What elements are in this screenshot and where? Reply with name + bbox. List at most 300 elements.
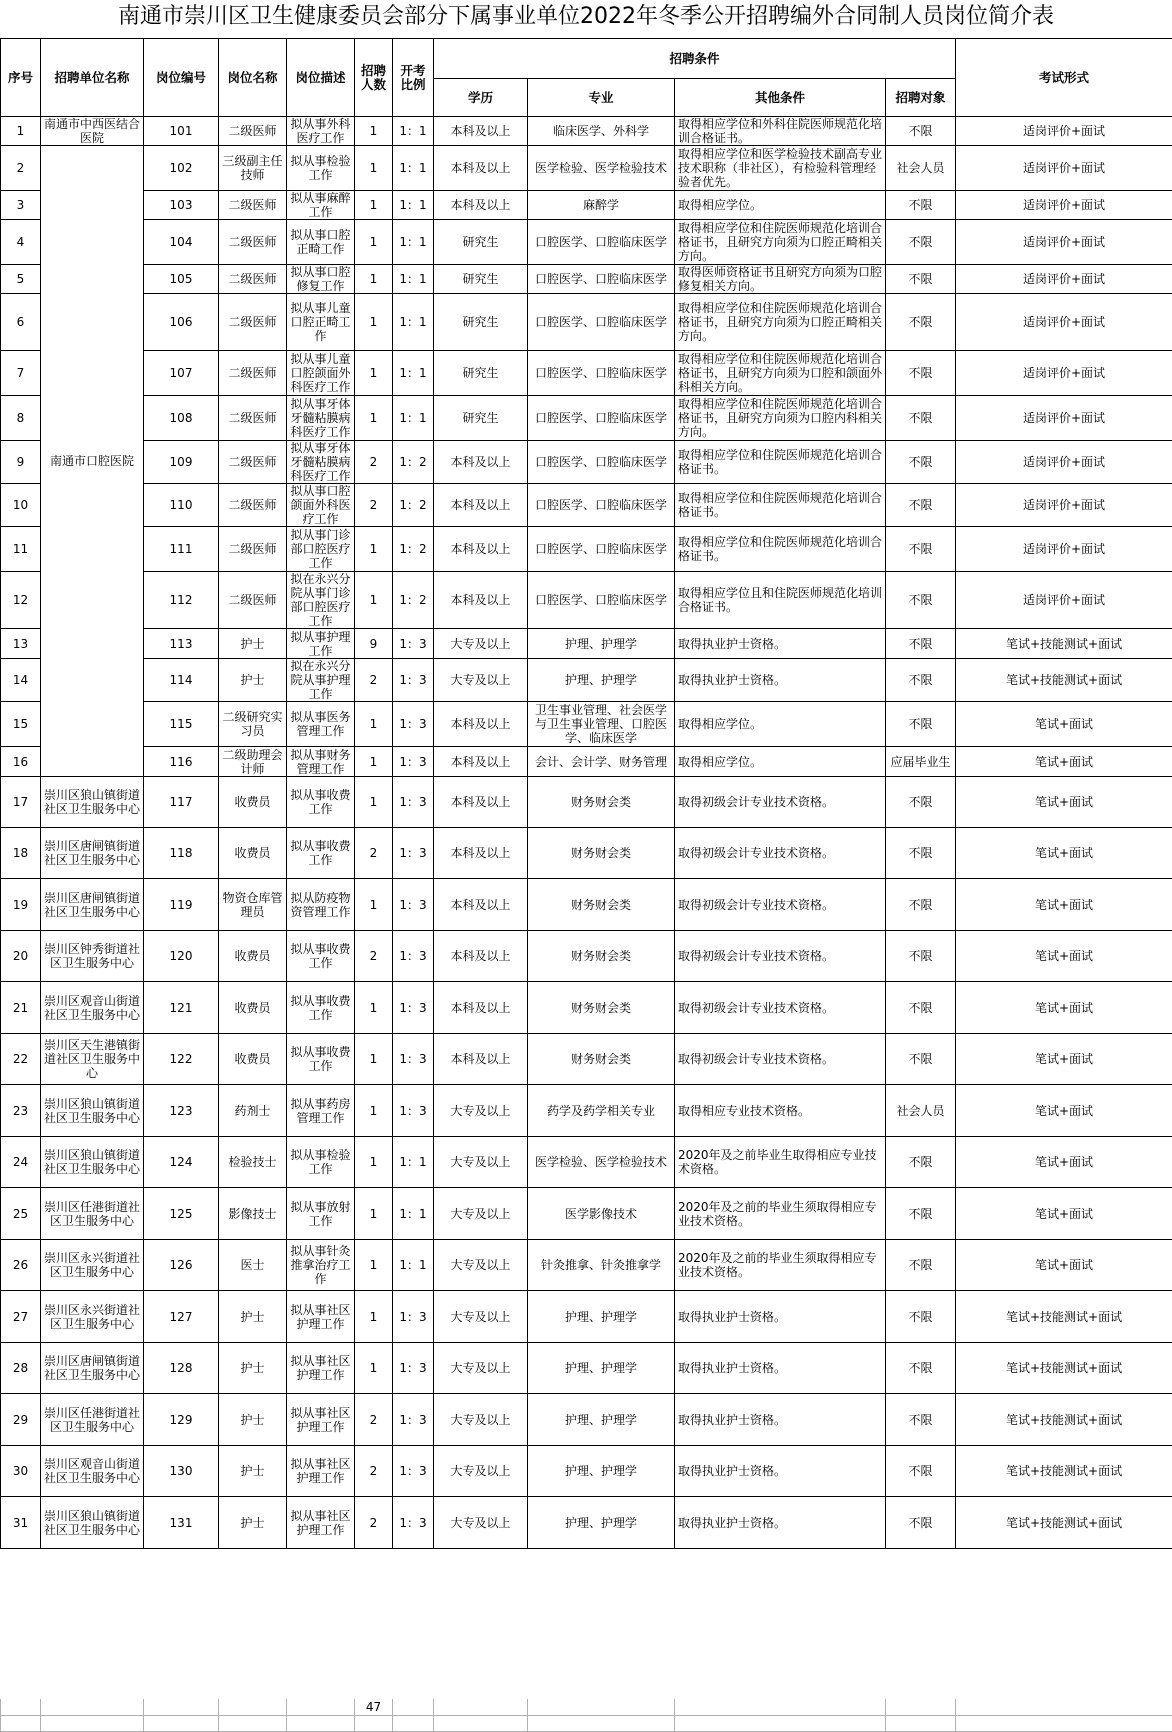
cell-exam: 适岗评价+面试 — [956, 572, 1172, 629]
cell-edu: 大专及以上 — [434, 1137, 528, 1188]
cell-desc: 拟从事护理工作 — [287, 629, 355, 659]
cell-code: 127 — [144, 1291, 219, 1343]
cell-code: 112 — [144, 572, 219, 629]
cell-count: 1 — [355, 1343, 393, 1394]
cell-name: 三级副主任技师 — [219, 146, 287, 191]
cell-unit: 崇川区任港街道社区卫生服务中心 — [41, 1394, 144, 1446]
cell-count: 1 — [355, 572, 393, 629]
cell-ratio: 1：1 — [393, 117, 434, 146]
cell-seq: 17 — [1, 777, 41, 828]
cell-target: 不限 — [886, 659, 956, 702]
cell-seq: 15 — [1, 702, 41, 747]
cell-exam: 笔试+面试 — [956, 1034, 1172, 1085]
cell-ratio: 1：3 — [393, 702, 434, 747]
cell-desc: 拟从事收费工作 — [287, 982, 355, 1034]
cell-count: 1 — [355, 117, 393, 146]
cell-count: 2 — [355, 1394, 393, 1446]
cell-major: 财务财会类 — [528, 879, 675, 931]
cell-edu: 本科及以上 — [434, 982, 528, 1034]
cell-exam: 笔试+面试 — [956, 1085, 1172, 1137]
cell-name: 收费员 — [219, 931, 287, 982]
cell-desc: 拟从事社区护理工作 — [287, 1497, 355, 1549]
cell-other: 取得执业护士资格。 — [675, 1394, 886, 1446]
cell-count: 1 — [355, 879, 393, 931]
cell-major: 护理、护理学 — [528, 1343, 675, 1394]
cell-count: 2 — [355, 441, 393, 484]
cell-name: 收费员 — [219, 982, 287, 1034]
cell-name: 二级医师 — [219, 265, 287, 294]
col-header-name: 岗位名称 — [219, 39, 287, 117]
cell-target: 不限 — [886, 441, 956, 484]
cell-seq: 6 — [1, 294, 41, 351]
cell-ratio: 1：3 — [393, 931, 434, 982]
cell-exam: 笔试+技能测试+面试 — [956, 659, 1172, 702]
cell-name: 护士 — [219, 1446, 287, 1497]
cell-major: 财务财会类 — [528, 828, 675, 879]
cell-ratio: 1：3 — [393, 777, 434, 828]
cell-seq: 30 — [1, 1446, 41, 1497]
cell-major: 卫生事业管理、社会医学与卫生事业管理、口腔医学、临床医学 — [528, 702, 675, 747]
cell-other: 取得初级会计专业技术资格。 — [675, 931, 886, 982]
cell-target: 不限 — [886, 484, 956, 527]
cell-seq: 10 — [1, 484, 41, 527]
cell-name: 医士 — [219, 1240, 287, 1291]
cell-major: 针灸推拿、针灸推拿学 — [528, 1240, 675, 1291]
cell-desc: 拟从事收费工作 — [287, 777, 355, 828]
cell-desc: 拟从事社区护理工作 — [287, 1343, 355, 1394]
cell-exam: 适岗评价+面试 — [956, 396, 1172, 441]
cell-other: 取得初级会计专业技术资格。 — [675, 777, 886, 828]
cell-name: 检验技士 — [219, 1137, 287, 1188]
cell-count: 2 — [355, 1497, 393, 1549]
cell-target: 社会人员 — [886, 1085, 956, 1137]
cell-other: 取得执业护士资格。 — [675, 1446, 886, 1497]
cell-seq: 21 — [1, 982, 41, 1034]
cell-desc: 拟在永兴分院从事门诊部口腔医疗工作 — [287, 572, 355, 629]
cell-seq: 3 — [1, 191, 41, 220]
col-header-edu: 学历 — [434, 79, 528, 117]
cell-other: 取得相应学位和住院医师规范化培训合格证书，且研究方向须为口腔和颌面外科相关方向。 — [675, 351, 886, 396]
cell-target: 不限 — [886, 1240, 956, 1291]
cell-code: 108 — [144, 396, 219, 441]
cell-target: 不限 — [886, 879, 956, 931]
cell-name: 护士 — [219, 1497, 287, 1549]
cell-code: 120 — [144, 931, 219, 982]
cell-seq: 1 — [1, 117, 41, 146]
cell-name: 收费员 — [219, 1034, 287, 1085]
table-row — [1, 396, 1172, 441]
cell-major: 口腔医学、口腔临床医学 — [528, 572, 675, 629]
cell-desc: 拟从事外科医疗工作 — [287, 117, 355, 146]
cell-code: 111 — [144, 527, 219, 572]
cell-major: 财务财会类 — [528, 1034, 675, 1085]
cell-major: 护理、护理学 — [528, 1497, 675, 1549]
cell-seq: 24 — [1, 1137, 41, 1188]
cell-exam: 适岗评价+面试 — [956, 294, 1172, 351]
cell-target: 不限 — [886, 982, 956, 1034]
cell-target: 不限 — [886, 351, 956, 396]
cell-unit: 崇川区永兴街道社区卫生服务中心 — [41, 1291, 144, 1343]
cell-major: 护理、护理学 — [528, 1446, 675, 1497]
cell-count: 1 — [355, 1188, 393, 1240]
cell-code: 102 — [144, 146, 219, 191]
cell-seq: 8 — [1, 396, 41, 441]
table-row — [1, 1240, 1172, 1291]
cell-seq: 22 — [1, 1034, 41, 1085]
cell-target: 不限 — [886, 117, 956, 146]
cell-count: 1 — [355, 747, 393, 777]
cell-ratio: 1：1 — [393, 1188, 434, 1240]
cell-major: 医学检验、医学检验技术 — [528, 146, 675, 191]
cell-desc: 拟从事检验工作 — [287, 1137, 355, 1188]
cell-count: 1 — [355, 146, 393, 191]
cell-ratio: 1：1 — [393, 1240, 434, 1291]
col-header-code: 岗位编号 — [144, 39, 219, 117]
cell-code: 131 — [144, 1497, 219, 1549]
cell-exam: 笔试+面试 — [956, 747, 1172, 777]
cell-count: 1 — [355, 396, 393, 441]
cell-seq: 12 — [1, 572, 41, 629]
cell-seq: 13 — [1, 629, 41, 659]
cell-code: 106 — [144, 294, 219, 351]
cell-ratio: 1：3 — [393, 1085, 434, 1137]
cell-major: 财务财会类 — [528, 931, 675, 982]
cell-target: 应届毕业生 — [886, 747, 956, 777]
cell-code: 117 — [144, 777, 219, 828]
cell-major: 财务财会类 — [528, 777, 675, 828]
col-header-ratio: 开考比例 — [393, 39, 434, 117]
cell-target: 不限 — [886, 1343, 956, 1394]
cell-name: 护士 — [219, 1394, 287, 1446]
cell-major: 医学影像技术 — [528, 1188, 675, 1240]
cell-edu: 研究生 — [434, 220, 528, 265]
col-header-target: 招聘对象 — [886, 79, 956, 117]
cell-edu: 大专及以上 — [434, 1085, 528, 1137]
blank-row — [1, 1716, 1172, 1732]
cell-desc: 拟从事药房管理工作 — [287, 1085, 355, 1137]
cell-target: 不限 — [886, 527, 956, 572]
cell-major: 护理、护理学 — [528, 1291, 675, 1343]
cell-edu: 本科及以上 — [434, 146, 528, 191]
cell-code: 128 — [144, 1343, 219, 1394]
cell-desc: 拟从事儿童口腔颌面外科医疗工作 — [287, 351, 355, 396]
cell-target: 不限 — [886, 294, 956, 351]
cell-target: 不限 — [886, 828, 956, 879]
cell-unit: 崇川区天生港镇街道社区卫生服务中心 — [41, 1034, 144, 1085]
col-header-count: 招聘人数 — [355, 39, 393, 117]
table-row — [1, 747, 1172, 777]
cell-other: 取得执业护士资格。 — [675, 1343, 886, 1394]
header-row — [1, 39, 1172, 79]
cell-count: 1 — [355, 191, 393, 220]
cell-code: 125 — [144, 1188, 219, 1240]
cell-edu: 大专及以上 — [434, 1394, 528, 1446]
cell-name: 收费员 — [219, 828, 287, 879]
cell-major: 护理、护理学 — [528, 1394, 675, 1446]
cell-edu: 本科及以上 — [434, 527, 528, 572]
col-header-conditions: 招聘条件 — [434, 39, 956, 79]
cell-desc: 拟从事牙体牙髓粘膜病科医疗工作 — [287, 396, 355, 441]
cell-code: 122 — [144, 1034, 219, 1085]
cell-name: 二级医师 — [219, 484, 287, 527]
cell-count: 1 — [355, 777, 393, 828]
cell-exam: 笔试+面试 — [956, 828, 1172, 879]
cell-count: 1 — [355, 294, 393, 351]
cell-major: 药学及药学相关专业 — [528, 1085, 675, 1137]
cell-target: 不限 — [886, 1446, 956, 1497]
cell-code: 105 — [144, 265, 219, 294]
col-header-other: 其他条件 — [675, 79, 886, 117]
cell-seq: 9 — [1, 441, 41, 484]
cell-ratio: 1：3 — [393, 879, 434, 931]
cell-code: 115 — [144, 702, 219, 747]
cell-other: 取得相应学位和外科住院医师规范化培训合格证书。 — [675, 117, 886, 146]
table-row — [1, 484, 1172, 527]
cell-unit: 南通市中西医结合医院 — [41, 117, 144, 146]
table-row — [1, 265, 1172, 294]
cell-major: 护理、护理学 — [528, 629, 675, 659]
cell-count: 2 — [355, 659, 393, 702]
cell-other: 取得初级会计专业技术资格。 — [675, 1034, 886, 1085]
cell-desc: 拟从事社区护理工作 — [287, 1291, 355, 1343]
cell-edu: 本科及以上 — [434, 702, 528, 747]
cell-ratio: 1：3 — [393, 1497, 434, 1549]
cell-unit: 崇川区观音山街道社区卫生服务中心 — [41, 1446, 144, 1497]
cell-name: 护士 — [219, 629, 287, 659]
cell-exam: 笔试+面试 — [956, 982, 1172, 1034]
job-table — [0, 38, 1172, 1549]
cell-seq: 20 — [1, 931, 41, 982]
cell-edu: 本科及以上 — [434, 441, 528, 484]
page-title: 南通市崇川区卫生健康委员会部分下属事业单位2022年冬季公开招聘编外合同制人员岗位简介表 — [118, 4, 1054, 29]
cell-code: 126 — [144, 1240, 219, 1291]
cell-exam: 笔试+技能测试+面试 — [956, 1394, 1172, 1446]
table-row — [1, 1137, 1172, 1188]
cell-seq: 16 — [1, 747, 41, 777]
cell-count: 1 — [355, 982, 393, 1034]
cell-name: 护士 — [219, 659, 287, 702]
cell-edu: 本科及以上 — [434, 484, 528, 527]
cell-desc: 拟从事儿童口腔正畸工作 — [287, 294, 355, 351]
cell-name: 二级研究实习员 — [219, 702, 287, 747]
cell-exam: 适岗评价+面试 — [956, 117, 1172, 146]
cell-edu: 本科及以上 — [434, 191, 528, 220]
cell-exam: 适岗评价+面试 — [956, 441, 1172, 484]
table-row — [1, 527, 1172, 572]
table-row — [1, 1085, 1172, 1137]
cell-other: 取得相应学位和住院医师规范化培训合格证书，且研究方向须为口腔正畸相关方向。 — [675, 220, 886, 265]
cell-desc: 拟从事麻醉工作 — [287, 191, 355, 220]
cell-code: 119 — [144, 879, 219, 931]
cell-exam: 适岗评价+面试 — [956, 351, 1172, 396]
cell-major: 口腔医学、口腔临床医学 — [528, 527, 675, 572]
cell-exam: 适岗评价+面试 — [956, 527, 1172, 572]
cell-seq: 2 — [1, 146, 41, 191]
cell-ratio: 1：2 — [393, 484, 434, 527]
cell-unit: 崇川区狼山镇街道社区卫生服务中心 — [41, 777, 144, 828]
cell-name: 影像技士 — [219, 1188, 287, 1240]
cell-desc: 拟从事收费工作 — [287, 931, 355, 982]
cell-seq: 27 — [1, 1291, 41, 1343]
cell-code: 116 — [144, 747, 219, 777]
cell-code: 101 — [144, 117, 219, 146]
cell-unit: 崇川区唐闸镇街道社区卫生服务中心 — [41, 1343, 144, 1394]
cell-name: 二级医师 — [219, 191, 287, 220]
cell-desc: 拟从事社区护理工作 — [287, 1446, 355, 1497]
cell-edu: 本科及以上 — [434, 931, 528, 982]
cell-major: 麻醉学 — [528, 191, 675, 220]
cell-edu: 研究生 — [434, 396, 528, 441]
cell-other: 取得相应学位。 — [675, 702, 886, 747]
cell-unit: 崇川区狼山镇街道社区卫生服务中心 — [41, 1137, 144, 1188]
cell-unit: 崇川区观音山街道社区卫生服务中心 — [41, 982, 144, 1034]
cell-count: 2 — [355, 828, 393, 879]
cell-target: 不限 — [886, 191, 956, 220]
cell-name: 二级助理会计师 — [219, 747, 287, 777]
cell-ratio: 1：3 — [393, 1394, 434, 1446]
cell-other: 2020年及之前的毕业生须取得相应专业技术资格。 — [675, 1240, 886, 1291]
cell-count: 2 — [355, 1446, 393, 1497]
cell-edu: 研究生 — [434, 351, 528, 396]
cell-edu: 本科及以上 — [434, 828, 528, 879]
cell-desc: 拟从事门诊部口腔医疗工作 — [287, 527, 355, 572]
table-row — [1, 220, 1172, 265]
cell-unit: 崇川区任港街道社区卫生服务中心 — [41, 1188, 144, 1240]
cell-ratio: 1：1 — [393, 220, 434, 265]
cell-other: 取得相应学位和住院医师规范化培训合格证书，且研究方向须为口腔内科相关方向。 — [675, 396, 886, 441]
cell-target: 不限 — [886, 265, 956, 294]
cell-ratio: 1：2 — [393, 527, 434, 572]
cell-name: 护士 — [219, 1291, 287, 1343]
cell-other: 取得相应学位。 — [675, 747, 886, 777]
cell-edu: 大专及以上 — [434, 1343, 528, 1394]
cell-unit: 崇川区永兴街道社区卫生服务中心 — [41, 1240, 144, 1291]
table-row — [1, 629, 1172, 659]
cell-ratio: 1：1 — [393, 1137, 434, 1188]
cell-code: 123 — [144, 1085, 219, 1137]
cell-desc: 拟从事口腔正畸工作 — [287, 220, 355, 265]
table-row — [1, 879, 1172, 931]
cell-seq: 31 — [1, 1497, 41, 1549]
cell-seq: 11 — [1, 527, 41, 572]
cell-major: 会计、会计学、财务管理 — [528, 747, 675, 777]
cell-ratio: 1：1 — [393, 146, 434, 191]
cell-ratio: 1：1 — [393, 265, 434, 294]
cell-count: 1 — [355, 1137, 393, 1188]
cell-count: 1 — [355, 220, 393, 265]
cell-count: 9 — [355, 629, 393, 659]
cell-edu: 本科及以上 — [434, 572, 528, 629]
cell-exam: 笔试+面试 — [956, 1240, 1172, 1291]
table-row — [1, 1188, 1172, 1240]
table-row — [1, 572, 1172, 629]
cell-exam: 适岗评价+面试 — [956, 265, 1172, 294]
cell-other: 取得执业护士资格。 — [675, 1497, 886, 1549]
total-count: 47 — [355, 1699, 393, 1716]
cell-name: 护士 — [219, 1343, 287, 1394]
cell-major: 口腔医学、口腔临床医学 — [528, 220, 675, 265]
table-row — [1, 1034, 1172, 1085]
cell-other: 取得相应学位和住院医师规范化培训合格证书。 — [675, 484, 886, 527]
table-row — [1, 659, 1172, 702]
table-row — [1, 982, 1172, 1034]
col-header-exam: 考试形式 — [956, 39, 1172, 117]
cell-ratio: 1：3 — [393, 1446, 434, 1497]
cell-major: 医学检验、医学检验技术 — [528, 1137, 675, 1188]
cell-name: 二级医师 — [219, 220, 287, 265]
cell-desc: 拟从事口腔颌面外科医疗工作 — [287, 484, 355, 527]
table-row — [1, 441, 1172, 484]
cell-exam: 笔试+技能测试+面试 — [956, 1446, 1172, 1497]
cell-name: 收费员 — [219, 777, 287, 828]
cell-major: 护理、护理学 — [528, 659, 675, 702]
cell-other: 取得相应学位和住院医师规范化培训合格证书，且研究方向须为口腔正畸相关方向。 — [675, 294, 886, 351]
cell-seq: 7 — [1, 351, 41, 396]
cell-seq: 4 — [1, 220, 41, 265]
cell-other: 取得初级会计专业技术资格。 — [675, 982, 886, 1034]
cell-other: 取得相应学位和医学检验技术副高专业技术职称（非社区），有检验科管理经验者优先。 — [675, 146, 886, 191]
cell-other: 取得执业护士资格。 — [675, 629, 886, 659]
cell-unit: 崇川区狼山镇街道社区卫生服务中心 — [41, 1085, 144, 1137]
cell-code: 109 — [144, 441, 219, 484]
cell-seq: 5 — [1, 265, 41, 294]
cell-exam: 笔试+面试 — [956, 777, 1172, 828]
cell-edu: 本科及以上 — [434, 747, 528, 777]
cell-target: 不限 — [886, 1137, 956, 1188]
cell-name: 药剂士 — [219, 1085, 287, 1137]
cell-target: 不限 — [886, 1394, 956, 1446]
cell-major: 口腔医学、口腔临床医学 — [528, 396, 675, 441]
cell-name: 二级医师 — [219, 441, 287, 484]
cell-count: 2 — [355, 931, 393, 982]
cell-other: 2020年及之前毕业生取得相应专业技术资格。 — [675, 1137, 886, 1188]
cell-edu: 大专及以上 — [434, 1497, 528, 1549]
cell-count: 2 — [355, 484, 393, 527]
cell-exam: 适岗评价+面试 — [956, 484, 1172, 527]
table-row — [1, 146, 1172, 191]
cell-edu: 研究生 — [434, 294, 528, 351]
table-row — [1, 828, 1172, 879]
cell-code: 113 — [144, 629, 219, 659]
cell-other: 取得相应学位。 — [675, 191, 886, 220]
cell-major: 临床医学、外科学 — [528, 117, 675, 146]
cell-ratio: 1：3 — [393, 629, 434, 659]
cell-target: 不限 — [886, 1188, 956, 1240]
cell-seq: 26 — [1, 1240, 41, 1291]
footer-table — [0, 1699, 1172, 1732]
cell-other: 取得执业护士资格。 — [675, 659, 886, 702]
cell-exam: 适岗评价+面试 — [956, 220, 1172, 265]
cell-edu: 大专及以上 — [434, 659, 528, 702]
cell-seq: 19 — [1, 879, 41, 931]
cell-exam: 笔试+技能测试+面试 — [956, 1343, 1172, 1394]
cell-major: 口腔医学、口腔临床医学 — [528, 265, 675, 294]
cell-edu: 大专及以上 — [434, 1188, 528, 1240]
cell-other: 取得初级会计专业技术资格。 — [675, 828, 886, 879]
cell-desc: 拟从防疫物资管理工作 — [287, 879, 355, 931]
cell-name: 二级医师 — [219, 351, 287, 396]
cell-ratio: 1：3 — [393, 828, 434, 879]
cell-ratio: 1：2 — [393, 572, 434, 629]
cell-unit: 崇川区狼山镇街道社区卫生服务中心 — [41, 1497, 144, 1549]
cell-desc: 拟从事放射工作 — [287, 1188, 355, 1240]
cell-desc: 拟从事收费工作 — [287, 1034, 355, 1085]
cell-target: 不限 — [886, 1291, 956, 1343]
cell-target: 社会人员 — [886, 146, 956, 191]
cell-other: 取得初级会计专业技术资格。 — [675, 879, 886, 931]
cell-edu: 大专及以上 — [434, 1446, 528, 1497]
col-header-major: 专业 — [528, 79, 675, 117]
